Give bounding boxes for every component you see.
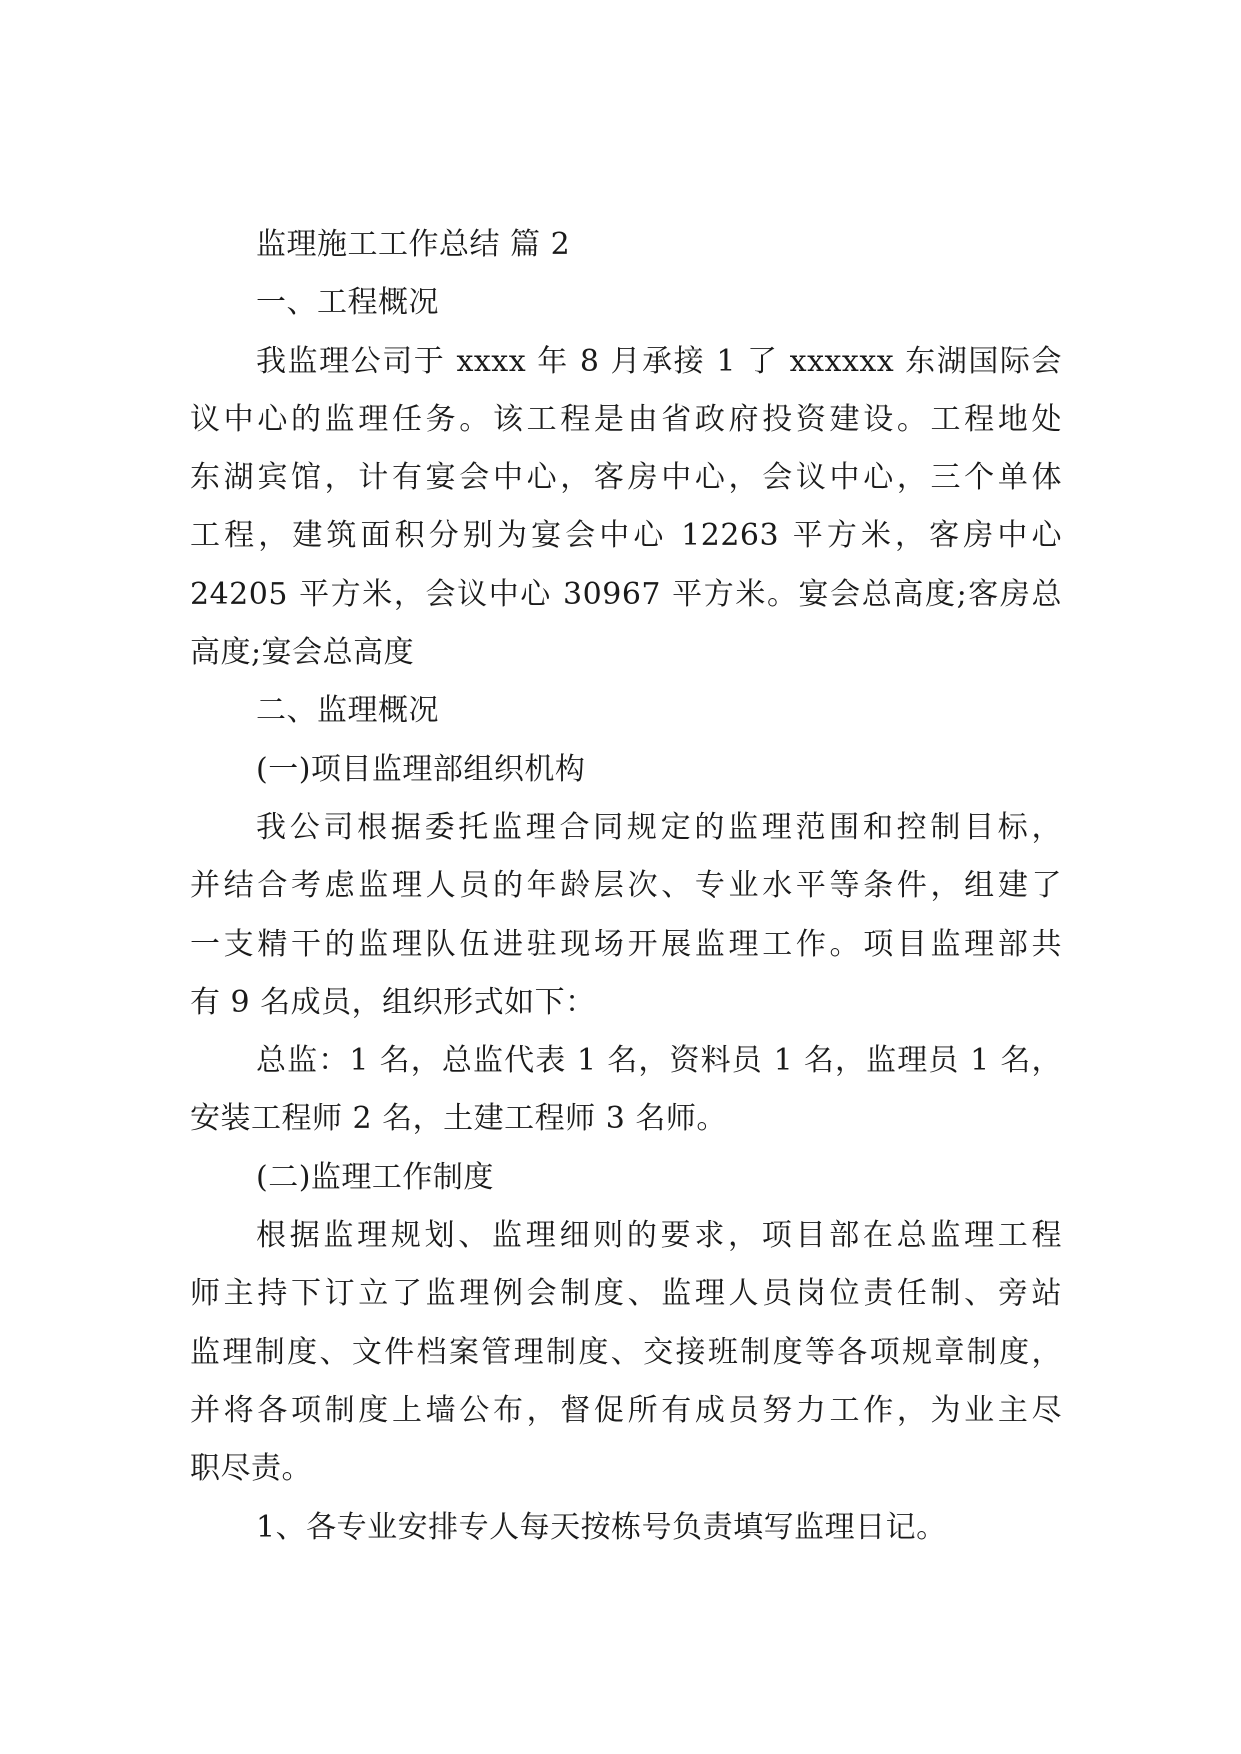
section-heading-2: 二、监理概况 — [256, 693, 439, 729]
subsection-heading-2: (二)监理工作制度 — [256, 1159, 494, 1195]
paragraph-line: 总监：1 名，总监代表 1 名，资料员 1 名，监理员 1 名， — [256, 1043, 1062, 1079]
paragraph-line: 并将各项制度上墙公布，督促所有成员努力工作，为业主尽 — [190, 1392, 1062, 1428]
paragraph-line: 一支精干的监理队伍进驻现场开展监理工作。项目监理部共 — [190, 926, 1062, 962]
section-heading-1: 一、工程概况 — [256, 285, 439, 321]
paragraph-line: 职尽责。 — [190, 1451, 312, 1487]
paragraph-line: 根据监理规划、监理细则的要求，项目部在总监理工程 — [256, 1218, 1062, 1254]
doc-title-line: 监理施工工作总结 篇 2 — [256, 227, 571, 262]
paragraph-line: 我公司根据委托监理合同规定的监理范围和控制目标， — [256, 809, 1062, 845]
paragraph-line: 并结合考虑监理人员的年龄层次、专业水平等条件，组建了 — [190, 868, 1062, 904]
paragraph-line: 议中心的监理任务。该工程是由省政府投资建设。工程地处 — [190, 401, 1062, 437]
list-item: 1、各专业安排专人每天按栋号负责填写监理日记。 — [256, 1509, 947, 1545]
paragraph-line: 24205 平方米，会议中心 30967 平方米。宴会总高度;客房总 — [190, 576, 1062, 612]
paragraph-line: 监理制度、文件档案管理制度、交接班制度等各项规章制度， — [190, 1334, 1062, 1370]
paragraph-line: 东湖宾馆，计有宴会中心，客房中心，会议中心，三个单体 — [190, 460, 1062, 496]
document-body — [190, 216, 1062, 1557]
paragraph-line: 高度;宴会总高度 — [190, 635, 415, 671]
subsection-heading-1: (一)项目监理部组织机构 — [256, 751, 586, 787]
paragraph-line: 工程，建筑面积分别为宴会中心 12263 平方米，客房中心 — [190, 518, 1062, 554]
paragraph-line: 我监理公司于 xxxx 年 8 月承接 1 了 xxxxxx 东湖国际会 — [256, 343, 1062, 379]
paragraph-line: 有 9 名成员，组织形式如下： — [190, 984, 596, 1020]
paragraph-line: 师主持下订立了监理例会制度、监理人员岗位责任制、旁站 — [190, 1276, 1062, 1312]
paragraph-line: 安装工程师 2 名，土建工程师 3 名师。 — [190, 1101, 727, 1137]
